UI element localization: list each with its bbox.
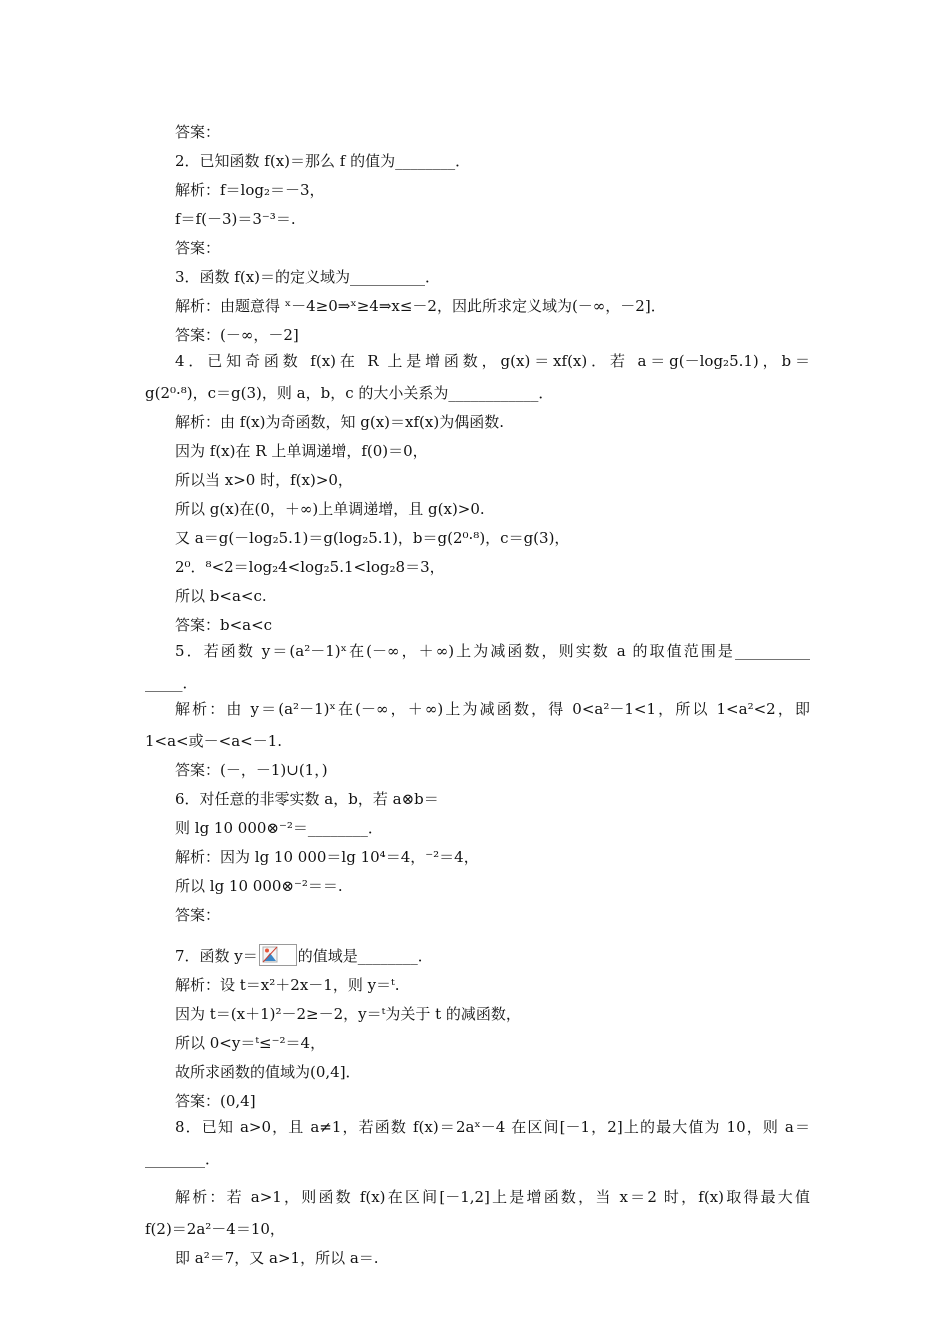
broken-image-icon <box>259 944 297 966</box>
text-line: _____． <box>145 674 198 692</box>
text-line: f(2)＝2a²－4＝10， <box>145 1220 285 1238</box>
text-line: 所以 g(x)在(0，＋∞)上单调递增，且 g(x)>0. <box>175 500 485 518</box>
text-line: 所以 0<y＝ᵗ≤⁻²＝4， <box>175 1034 326 1052</box>
text-line: 2⁰．⁸<2＝log₂4<log₂5.1<log₂8＝3， <box>175 558 445 576</box>
text-line: 3．函数 f(x)＝的定义域为__________． <box>175 268 441 286</box>
line-text-after-image: 的值域是________． <box>297 947 433 965</box>
document-body <box>145 118 810 1273</box>
text-line: 解析：若 a>1，则函数 f(x)在区间[－1,2]上是增函数，当 x＝2 时，f(x)取得最大值 <box>175 1188 810 1206</box>
text-line: g(2⁰·⁸)，c＝g(3)，则 a，b，c 的大小关系为____________． <box>145 384 554 402</box>
blank-line <box>145 1174 810 1186</box>
text-line: 解析：因为 lg 10 000＝lg 10⁴＝4，⁻²＝4， <box>175 848 479 866</box>
text-line: 2．已知函数 f(x)＝那么 f 的值为________． <box>175 152 471 170</box>
text-line: 答案：(－∞，－2] <box>175 326 299 344</box>
text-line: 6．对任意的非零实数 a，b，若 a⊗b＝ <box>175 790 439 808</box>
text-line: 答案： <box>175 906 221 924</box>
text-line <box>145 942 810 971</box>
text-line: 答案： <box>175 239 221 257</box>
text-line: 所以当 x>0 时，f(x)>0， <box>175 471 353 489</box>
text-line: 解析：由题意得 ˣ－4≥0⇒ˣ≥4⇒x≤－2，因此所求定义域为(－∞，－2]． <box>175 297 666 315</box>
text-line: 8．已知 a>0，且 a≠1，若函数 f(x)＝2aˣ－4 在区间[－1，2]上的最大值为 10，则 a＝ <box>175 1118 810 1136</box>
text-line: 1<a<或－<a<－1. <box>145 732 283 750</box>
line-text-before-image: 7．函数 y＝ <box>175 947 258 965</box>
text-line: 所以 b<a<c. <box>175 587 267 605</box>
text-line: 解析：f＝log₂＝－3， <box>175 181 325 199</box>
blank-line <box>145 930 810 942</box>
text-line: 因为 f(x)在 R 上单调递增，f(0)＝0， <box>175 442 428 460</box>
text-line: 4．已知奇函数 f(x)在 R 上是增函数，g(x)＝xf(x)．若 a＝g(－log₂5.1)，b＝ <box>175 352 810 370</box>
text-line: 又 a＝g(－log₂5.1)＝g(log₂5.1)，b＝g(2⁰·⁸)，c＝g(3)， <box>175 529 570 547</box>
text-line: 所以 lg 10 000⊗⁻²＝＝. <box>175 877 343 895</box>
text-line: f＝f(－3)＝3⁻³＝. <box>175 210 296 228</box>
text-line: 则 lg 10 000⊗⁻²＝________． <box>175 819 383 837</box>
text-line: 即 a²＝7，又 a>1，所以 a＝. <box>175 1249 379 1267</box>
text-line: 答案：b<a<c <box>175 616 273 634</box>
text-line: ________． <box>145 1150 221 1168</box>
text-line: 因为 t＝(x＋1)²－2≥－2，y＝ᵗ为关于 t 的减函数， <box>175 1005 521 1023</box>
text-line: 答案：(－，－1)∪(1，) <box>175 761 328 779</box>
text-line: 5．若函数 y＝(a²－1)ˣ在(－∞，＋∞)上为减函数，则实数 a 的取值范围是__________ <box>175 642 810 660</box>
text-line: 解析：设 t＝x²＋2x－1，则 y＝ᵗ. <box>175 976 400 994</box>
text-line: 答案： <box>175 123 221 141</box>
text-line: 解析：由 f(x)为奇函数，知 g(x)＝xf(x)为偶函数. <box>175 413 504 431</box>
text-line: 解析：由 y＝(a²－1)ˣ在(－∞，＋∞)上为减函数，得 0<a²－1<1，所以 1<a²<2，即 <box>175 700 810 718</box>
text-line: 故所求函数的值域为(0,4]． <box>175 1063 361 1081</box>
text-line: 答案：(0,4] <box>175 1092 256 1110</box>
